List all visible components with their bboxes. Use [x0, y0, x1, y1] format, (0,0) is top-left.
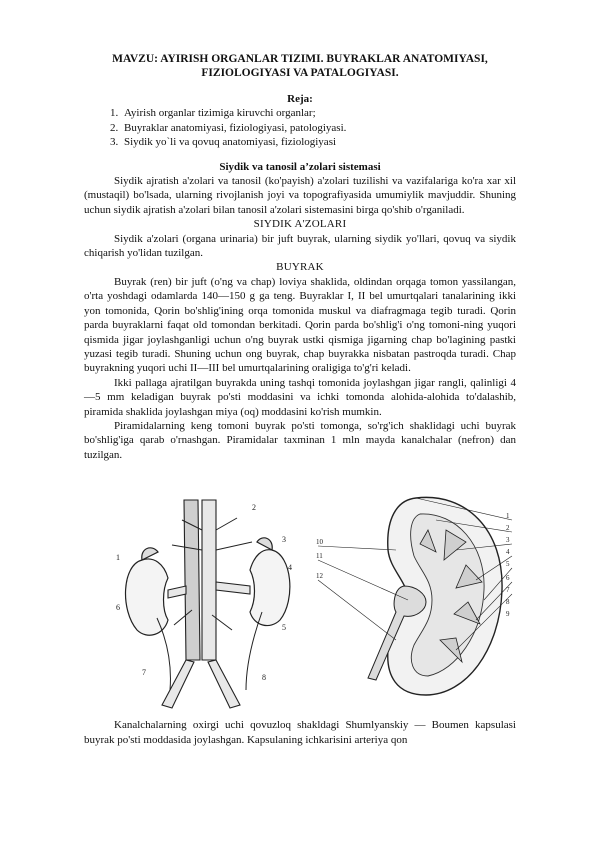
page-title: MAVZU: AYIRISH ORGANLAR TIZIMI. BUYRAKLAR ANATOMIYASI, FIZIOLOGIYASI VA PATALOGIYASI.: [112, 53, 488, 79]
paragraph: Ikki pallaga ajratilgan buyrakda uning tashqi tomonida joylashgan jigar rangli, qalinligi 4—5 mm keladigan buyrak po'sti moddasini va ichki tomonda alohida-alohida to'dalashib, piramida shaklida joylashgan miya (oq) moddasini ko'rish mumkin.: [84, 376, 516, 418]
figure-label: 2: [252, 503, 256, 513]
plan-heading: Reja:: [287, 93, 313, 105]
paragraph: Piramidalarning keng tomoni buyrak po'sti tomonga, so'rg'ich shaklidagi uchi buyrak bo'shlig'iga qarab o'rnashgan. Piramidalar taxminan 1 mln mayda kanalchalar (nefron) dan tuzilgan.: [84, 419, 516, 461]
figure-label: 5: [506, 560, 510, 569]
subheading-organs: SIYDIK A'ZOLARI: [253, 218, 347, 231]
plan-list: [84, 106, 516, 149]
section-heading: Siydik va tanosil a’zolari sistemasi: [219, 160, 381, 173]
figure-label: 11: [316, 552, 323, 561]
plan-item: 2. Buyraklar anatomiyasi, fiziologiyasi, patologiyasi.: [121, 121, 516, 135]
figure-label: 3: [282, 535, 286, 545]
figure-label: 8: [262, 673, 266, 683]
paragraph: Buyrak (ren) bir juft (o'ng va chap) loviya shaklida, oldindan orqaga tomon yassilangan, o'rta yoshdagi odamlarda 140—150 g ga teng. Buyraklar I, II bel umurtqalari tanalarining ikki yon tomonida, Qorin bo'shlig'ining orqa tomonida muskul va diafragmaga tegib turadi. Qorin parda buyraklarni faqat old tomondan berkitadi. Qorin parda bo'shlig'i o'ng tomoni-ning yuqori qismida jigar joylashganligi uchun o'ng buyrak ustki qismiga jigarning chap bo'lagining pastki yuzasi tegib turadi. Shuning uchun ong buyrak, chap buyrakka nisbatan pastroqda turadi. Chap buyrakning yuqori uchi II—III bel umurtqalarining oraligiga to'g'ri keladi.: [84, 275, 516, 375]
figure-label: 8: [506, 598, 510, 607]
figure-label: 7: [142, 668, 146, 678]
plan-item: 3. Siydik yo`li va qovuq anatomiyasi, fiziologiyasi: [121, 135, 516, 149]
figure-label: 4: [288, 563, 292, 573]
figure-label: 12: [316, 572, 323, 581]
paragraph: Siydik ajratish a'zolari va tanosil (ko'payish) a'zolari tuzilishi va vazifalariga ko'ra xar xil (mustaqil) bo'lsada, ularning rivojlanish joyi va topografiyasida umumiylik mavjuddir. Shuning uchun siydik ajratish a'zolari bilan tanosil a'zolari sistemasini birga qo'shib o'rganiladi.: [84, 175, 516, 216]
figure-label: 1: [506, 512, 510, 521]
kidney-section-illustration: [316, 490, 516, 710]
figure-label: 4: [506, 548, 510, 557]
figures: [84, 490, 516, 712]
kidney-section-figure: [316, 490, 516, 710]
figure-label: 7: [506, 586, 510, 595]
plan-item: 1. Ayirish organlar tizimiga kiruvchi organlar;: [121, 106, 516, 120]
kidney-vessels-figure: [112, 490, 302, 710]
kidney-vessels-illustration: [112, 490, 302, 710]
figure-label: 3: [506, 536, 510, 545]
paragraph: Siydik a'zolari (organa urinaria) bir juft buyrak, ularning siydik yo'llari, qovuq va siydik chiqarish yo'lidan tuzilgan.: [84, 232, 516, 260]
figure-label: 1: [116, 553, 120, 563]
figure-label: 9: [506, 610, 510, 619]
document-page: [84, 52, 516, 747]
subheading-kidney: BUYRAK: [276, 261, 324, 274]
figure-label: 2: [506, 524, 510, 533]
figure-label: 10: [316, 538, 323, 547]
figure-label: 5: [282, 623, 286, 633]
figure-label: 6: [116, 603, 120, 613]
paragraph: Kanalchalarning oxirgi uchi qovuzloq shakldagi Shumlyanskiy — Boumen kapsulasi buyrak po'sti moddasida joylashgan. Kapsulaning ichkarisini arteriya qon: [84, 719, 516, 746]
figure-label: 6: [506, 574, 510, 583]
